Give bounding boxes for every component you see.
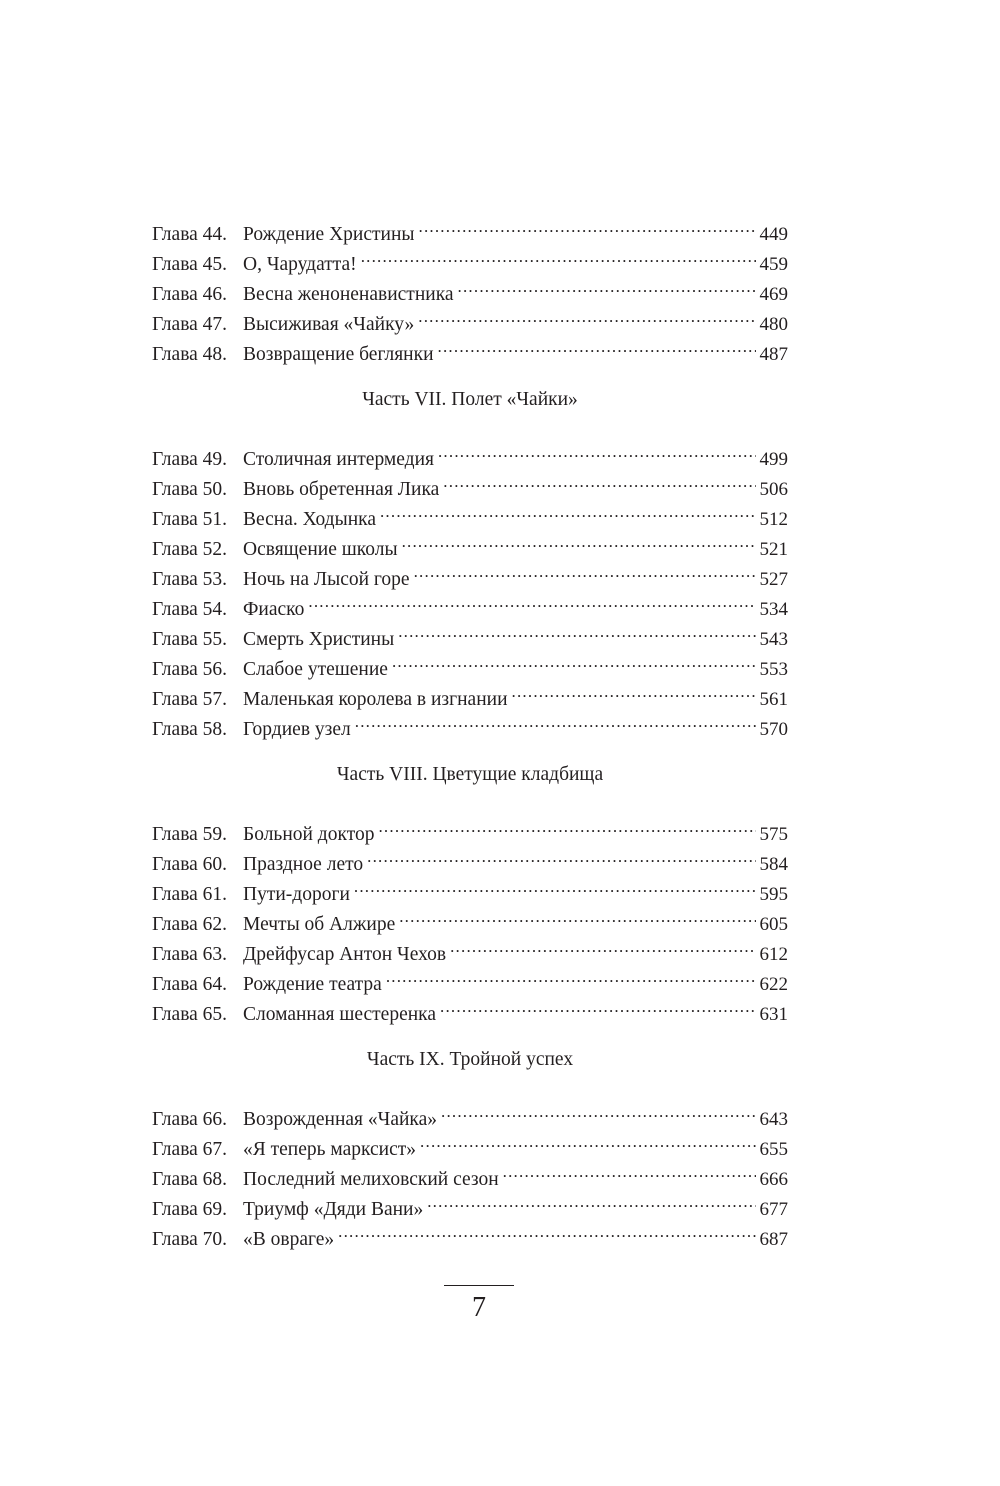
chapter-title: Маленькая королева в изгнании bbox=[243, 689, 508, 710]
chapter-number: Глава 59. bbox=[152, 824, 228, 845]
chapter-title: Весна. Ходынка bbox=[243, 509, 376, 530]
chapter-page: 666 bbox=[759, 1169, 788, 1190]
chapter-title: Мечты об Алжире bbox=[243, 914, 396, 935]
chapter-title: Столичная интермедия bbox=[243, 449, 434, 470]
chapter-title: Ночь на Лысой горе bbox=[243, 569, 410, 590]
chapter-page: 459 bbox=[759, 254, 788, 275]
chapter-number: Глава 64. bbox=[152, 974, 228, 995]
chapter-number: Глава 47. bbox=[152, 314, 228, 335]
chapter-number: Глава 53. bbox=[152, 569, 228, 590]
chapter-number: Глава 68. bbox=[152, 1169, 228, 1190]
chapter-page: 612 bbox=[759, 944, 788, 965]
chapter-number: Глава 44. bbox=[152, 224, 228, 245]
chapter-title: О, Чарудатта! bbox=[243, 254, 357, 275]
dot-leader bbox=[419, 210, 756, 240]
chapter-title: Вновь обретенная Лика bbox=[243, 479, 440, 500]
chapter-number: Глава 60. bbox=[152, 854, 228, 875]
chapter-number: Глава 63. bbox=[152, 944, 228, 965]
chapter-page: 595 bbox=[759, 884, 788, 905]
dot-leader bbox=[503, 1155, 756, 1185]
chapter-title: Возвращение беглянки bbox=[243, 344, 434, 365]
chapter-page: 543 bbox=[759, 629, 788, 650]
chapter-number: Глава 57. bbox=[152, 689, 228, 710]
dot-leader bbox=[458, 270, 756, 300]
part-heading: Часть IX. Тройной успех bbox=[366, 1049, 574, 1070]
chapter-title: Высиживая «Чайку» bbox=[243, 314, 415, 335]
dot-leader bbox=[440, 990, 755, 1020]
chapter-title: Фиаско bbox=[243, 599, 305, 620]
page-number: 7 bbox=[472, 1292, 486, 1323]
chapter-number: Глава 55. bbox=[152, 629, 228, 650]
chapter-title: «Я теперь марксист» bbox=[243, 1139, 417, 1160]
chapter-number: Глава 48. bbox=[152, 344, 228, 365]
chapter-number: Глава 46. bbox=[152, 284, 228, 305]
chapter-page: 534 bbox=[759, 599, 788, 620]
dot-leader bbox=[386, 960, 756, 990]
table-of-contents bbox=[152, 210, 788, 1250]
chapter-title: Последний мелиховский сезон bbox=[243, 1169, 499, 1190]
dot-leader bbox=[512, 675, 756, 705]
dot-leader bbox=[441, 1095, 756, 1125]
chapter-page: 527 bbox=[759, 569, 788, 590]
chapter-title: Смерть Христины bbox=[243, 629, 395, 650]
dot-leader bbox=[308, 585, 755, 615]
dot-leader bbox=[355, 705, 756, 735]
toc-group bbox=[152, 1030, 788, 1250]
chapter-page: 512 bbox=[759, 509, 788, 530]
chapter-page: 655 bbox=[759, 1139, 788, 1160]
chapter-page: 480 bbox=[759, 314, 788, 335]
dot-leader bbox=[427, 1185, 755, 1215]
chapter-number: Глава 56. bbox=[152, 659, 228, 680]
dot-leader bbox=[378, 810, 755, 840]
toc-entry bbox=[152, 435, 788, 470]
chapter-number: Глава 70. bbox=[152, 1229, 228, 1250]
chapter-page: 449 bbox=[759, 224, 788, 245]
dot-leader bbox=[399, 900, 755, 930]
chapter-page: 521 bbox=[759, 539, 788, 560]
chapter-title: Праздное лето bbox=[243, 854, 364, 875]
chapter-number: Глава 45. bbox=[152, 254, 228, 275]
chapter-number: Глава 58. bbox=[152, 719, 228, 740]
chapter-page: 622 bbox=[759, 974, 788, 995]
dot-leader bbox=[443, 465, 755, 495]
chapter-page: 553 bbox=[759, 659, 788, 680]
chapter-page: 499 bbox=[759, 449, 788, 470]
chapter-number: Глава 54. bbox=[152, 599, 228, 620]
chapter-number: Глава 61. bbox=[152, 884, 228, 905]
dot-leader bbox=[367, 840, 755, 870]
dot-leader bbox=[418, 300, 755, 330]
chapter-number: Глава 51. bbox=[152, 509, 228, 530]
chapter-page: 687 bbox=[759, 1229, 788, 1250]
chapter-number: Глава 69. bbox=[152, 1199, 228, 1220]
chapter-page: 506 bbox=[759, 479, 788, 500]
chapter-number: Глава 52. bbox=[152, 539, 228, 560]
chapter-page: 584 bbox=[759, 854, 788, 875]
toc-entry bbox=[152, 810, 788, 845]
chapter-number: Глава 62. bbox=[152, 914, 228, 935]
dot-leader bbox=[438, 330, 756, 360]
dot-leader bbox=[438, 435, 756, 465]
dot-leader bbox=[380, 495, 756, 525]
chapter-page: 469 bbox=[759, 284, 788, 305]
chapter-title: «В овраге» bbox=[243, 1229, 335, 1250]
chapter-title: Сломанная шестеренка bbox=[243, 1004, 437, 1025]
chapter-title: Гордиев узел bbox=[243, 719, 351, 740]
chapter-title: Рождение Христины bbox=[243, 224, 415, 245]
dot-leader bbox=[450, 930, 755, 960]
dot-leader bbox=[354, 870, 756, 900]
chapter-page: 677 bbox=[759, 1199, 788, 1220]
chapter-number: Глава 49. bbox=[152, 449, 228, 470]
chapter-title: Триумф «Дяди Вани» bbox=[243, 1199, 424, 1220]
chapter-title: Слабое утешение bbox=[243, 659, 388, 680]
chapter-number: Глава 66. bbox=[152, 1109, 228, 1130]
chapter-title: Пути-дороги bbox=[243, 884, 350, 905]
chapter-page: 570 bbox=[759, 719, 788, 740]
chapter-page: 575 bbox=[759, 824, 788, 845]
part-heading: Часть VIII. Цветущие кладбища bbox=[336, 764, 604, 785]
chapter-title: Весна женоненавистника bbox=[243, 284, 454, 305]
chapter-title: Рождение театра bbox=[243, 974, 382, 995]
dot-leader bbox=[398, 615, 755, 645]
chapter-title: Больной доктор bbox=[243, 824, 375, 845]
toc-group bbox=[152, 370, 788, 740]
chapter-title: Освящение школы bbox=[243, 539, 398, 560]
dot-leader bbox=[392, 645, 756, 675]
chapter-number: Глава 67. bbox=[152, 1139, 228, 1160]
dot-leader bbox=[361, 240, 756, 270]
chapter-number: Глава 50. bbox=[152, 479, 228, 500]
part-heading: Часть VII. Полет «Чайки» bbox=[362, 389, 578, 410]
chapter-page: 631 bbox=[759, 1004, 788, 1025]
dot-leader bbox=[402, 525, 756, 555]
toc-group bbox=[152, 745, 788, 1025]
chapter-number: Глава 65. bbox=[152, 1004, 228, 1025]
dot-leader bbox=[338, 1215, 755, 1245]
chapter-page: 561 bbox=[759, 689, 788, 710]
dot-leader bbox=[420, 1125, 755, 1155]
toc-entry bbox=[152, 210, 788, 245]
toc-group bbox=[152, 210, 788, 365]
dot-leader bbox=[414, 555, 756, 585]
toc-entry bbox=[152, 1095, 788, 1130]
chapter-page: 605 bbox=[759, 914, 788, 935]
chapter-page: 643 bbox=[759, 1109, 788, 1130]
chapter-title: Возрожденная «Чайка» bbox=[243, 1109, 437, 1130]
chapter-title: Дрейфусар Антон Чехов bbox=[243, 944, 447, 965]
chapter-page: 487 bbox=[759, 344, 788, 365]
footer-rule bbox=[444, 1285, 514, 1286]
